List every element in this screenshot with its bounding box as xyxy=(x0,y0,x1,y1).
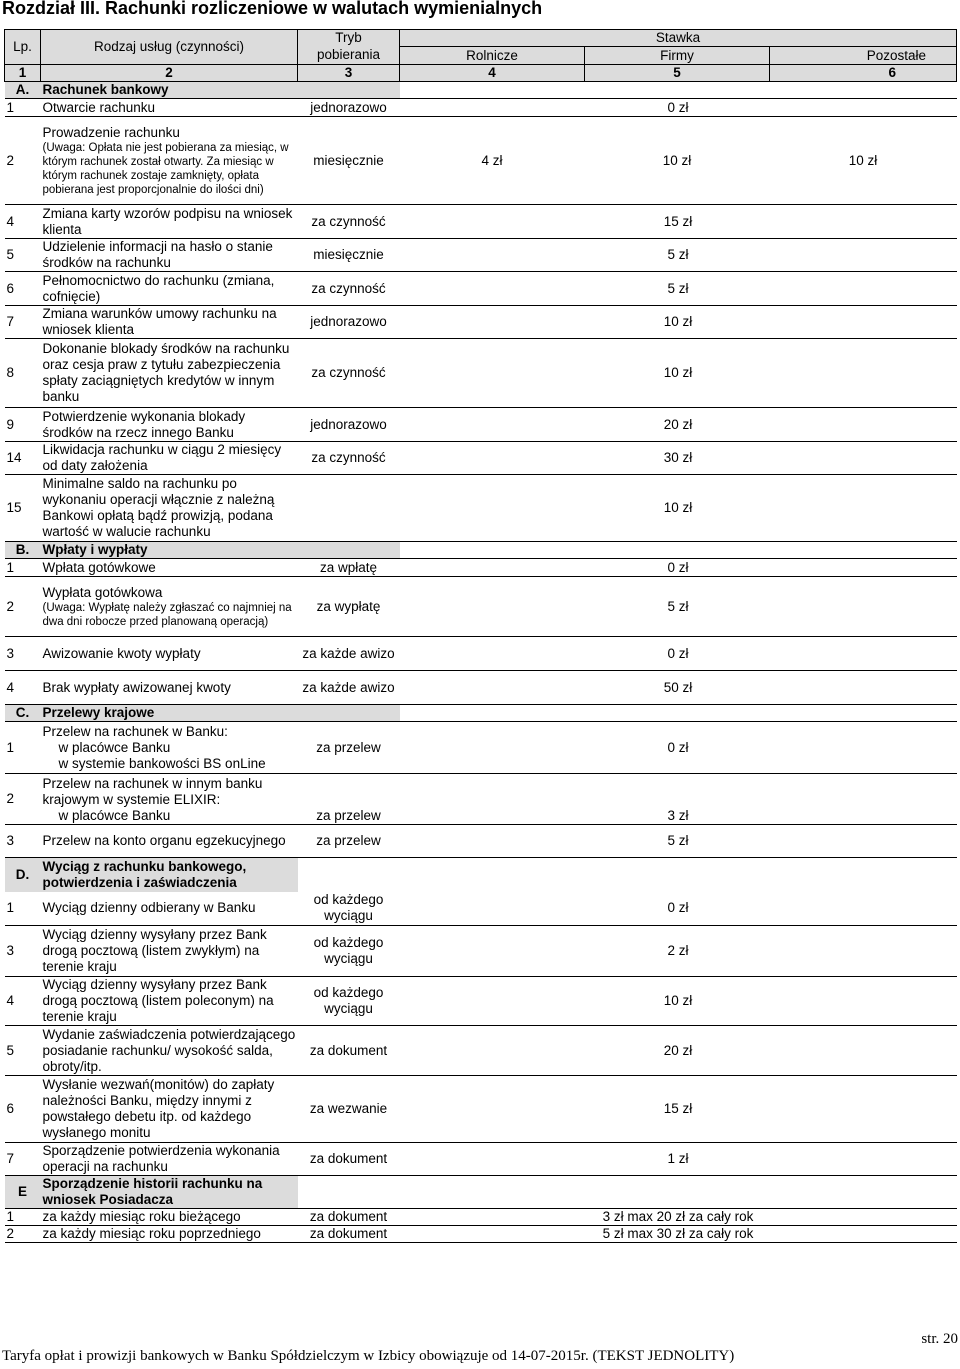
colnum-6: 6 xyxy=(770,65,957,82)
header-farmers: Rolnicze xyxy=(400,47,585,65)
header-mode-line1: Tryb xyxy=(298,30,400,47)
row-rate: 3 zł xyxy=(400,774,957,825)
row-lp: 5 xyxy=(5,1026,41,1076)
table-row xyxy=(5,671,957,705)
row-service: Pełnomocnictwo do rachunku (zmiana, cofnięcie) xyxy=(41,272,298,306)
colnum-3: 3 xyxy=(298,65,400,82)
section-name: Sporządzenie historii rachunku na wniosek Posiadacza xyxy=(41,1176,298,1209)
row-lp: 2 xyxy=(5,577,41,637)
row-service: Dokonanie blokady środków na rachunku oraz cesja praw z tytułu zabezpieczenia spłaty zaciągniętych kredytów w innym banku xyxy=(41,339,298,408)
row-service: Wyciąg dzienny wysyłany przez Bank drogą pocztową (listem zwykłym) na terenie kraju xyxy=(41,926,298,977)
row-rate: 20 zł xyxy=(400,1026,957,1076)
page-footer: Taryfa opłat i prowizji bankowych w Banku Spółdzielczym w Izbicy obowiązuje od 14-07-2015r. (TEKST JEDNOLITY) xyxy=(2,1348,735,1364)
row-mode: za wypłatę xyxy=(298,577,400,637)
row-service: Wpłata gotówkowe xyxy=(41,559,298,577)
row-mode: za przelew xyxy=(298,825,400,858)
colnum-4: 4 xyxy=(400,65,585,82)
table-row xyxy=(5,825,957,858)
row-lp: 9 xyxy=(5,408,41,442)
row-lp: 7 xyxy=(5,306,41,339)
colnum-2: 2 xyxy=(41,65,298,82)
header-others: Pozostałe xyxy=(770,47,957,65)
row-mode: od każdego wyciągu xyxy=(298,892,400,926)
section-letter: B. xyxy=(5,542,41,559)
row-mode: za dokument xyxy=(298,1026,400,1076)
row-sub-item: w placówce Banku xyxy=(58,739,171,755)
row-mode: za dokument xyxy=(298,1143,400,1176)
table-row xyxy=(5,442,957,475)
row-service: Prowadzenie rachunku xyxy=(42,124,180,140)
row-rate: 15 zł xyxy=(400,205,957,239)
table-row xyxy=(5,722,957,774)
row-rate: 30 zł xyxy=(400,442,957,475)
row-mode: za dokument xyxy=(298,1209,400,1226)
row-lp: 14 xyxy=(5,442,41,475)
table-row xyxy=(5,1226,957,1243)
row-service: za każdy miesiąc roku bieżącego xyxy=(41,1209,298,1226)
table-row xyxy=(5,239,957,272)
row-rate: 0 zł xyxy=(400,99,957,117)
section-header-d xyxy=(5,858,957,892)
row-rate: 5 zł xyxy=(400,272,957,306)
row-service: Wyciąg dzienny odbierany w Banku xyxy=(41,892,298,926)
row-service: Zmiana warunków umowy rachunku na wniosek klienta xyxy=(41,306,298,339)
table-row xyxy=(5,977,957,1026)
table-row xyxy=(5,926,957,977)
row-mode: miesięcznie xyxy=(298,239,400,272)
row-lp: 1 xyxy=(5,99,41,117)
page-title: Rozdział III. Rachunki rozliczeniowe w walutach wymienialnych xyxy=(2,0,543,18)
row-note: (Uwaga: Wypłatę należy zgłaszać co najmniej na dwa dni robocze przed planowaną operacją) xyxy=(42,601,292,628)
header-row-1 xyxy=(5,30,957,47)
row-rate-others: 10 zł xyxy=(770,117,957,205)
tariff-table xyxy=(4,29,957,1243)
row-rate: 0 zł xyxy=(400,637,957,671)
row-mode: jednorazowo xyxy=(298,99,400,117)
row-lp: 4 xyxy=(5,977,41,1026)
row-lp: 1 xyxy=(5,559,41,577)
colnum-1: 1 xyxy=(5,65,41,82)
header-service: Rodzaj usług (czynności) xyxy=(41,30,298,65)
row-note: (Uwaga: Opłata nie jest pobierana za miesiąc, w którym rachunek został otwarty. Za miesiąc w którym rachunek zostaje zamknięty, opłata pobierana jest proporcjonalnie do ilości dni) xyxy=(42,141,289,196)
table-row xyxy=(5,1209,957,1226)
row-lp: 2 xyxy=(5,117,41,205)
row-service: Wyciąg dzienny wysyłany przez Bank drogą pocztową (listem poleconym) na terenie kraju xyxy=(41,977,298,1026)
row-rate: 10 zł xyxy=(400,977,957,1026)
row-lp: 3 xyxy=(5,825,41,858)
section-header-b xyxy=(5,542,957,559)
table-row xyxy=(5,774,957,825)
row-lp: 15 xyxy=(5,475,41,542)
row-mode: za czynność xyxy=(298,205,400,239)
column-numbers-row xyxy=(5,65,957,82)
section-name: Przelewy krajowe xyxy=(41,705,400,722)
section-letter: C. xyxy=(5,705,41,722)
row-rate: 3 zł max 20 zł za cały rok xyxy=(400,1209,957,1226)
row-service: za każdy miesiąc roku poprzedniego xyxy=(41,1226,298,1243)
header-firms: Firmy xyxy=(585,47,770,65)
row-rate: 10 zł xyxy=(400,306,957,339)
row-lp: 1 xyxy=(5,722,41,774)
table-row xyxy=(5,577,957,637)
table-row xyxy=(5,559,957,577)
row-service: Zmiana karty wzorów podpisu na wniosek klienta xyxy=(41,205,298,239)
table-row xyxy=(5,306,957,339)
row-lp: 4 xyxy=(5,205,41,239)
row-lp: 6 xyxy=(5,1076,41,1143)
row-mode: za każde awizo xyxy=(298,671,400,705)
row-service: Brak wypłaty awizowanej kwoty xyxy=(41,671,298,705)
row-mode: jednorazowo xyxy=(298,408,400,442)
row-mode: miesięcznie xyxy=(298,117,400,205)
row-mode: za czynność xyxy=(298,442,400,475)
row-service: Otwarcie rachunku xyxy=(41,99,298,117)
row-rate: 5 zł xyxy=(400,239,957,272)
row-lp: 3 xyxy=(5,926,41,977)
section-name: Wyciąg z rachunku bankowego, potwierdzenia i zaświadczenia xyxy=(41,858,298,892)
row-rate: 2 zł xyxy=(400,926,957,977)
row-rate: 10 zł xyxy=(400,339,957,408)
row-mode: za każde awizo xyxy=(298,637,400,671)
row-rate: 50 zł xyxy=(400,671,957,705)
row-mode: za wpłatę xyxy=(298,559,400,577)
section-name: Wpłaty i wypłaty xyxy=(41,542,400,559)
row-service: Wysłanie wezwań(monitów) do zapłaty należności Banku, między innymi z powstałego debetu itp. od każdego wysłanego monitu xyxy=(41,1076,298,1143)
row-lp: 1 xyxy=(5,1209,41,1226)
row-lp: 1 xyxy=(5,892,41,926)
page-number: str. 20 xyxy=(921,1331,958,1347)
row-mode: za przelew xyxy=(298,722,400,774)
header-lp: Lp. xyxy=(5,30,41,65)
row-mode: za wezwanie xyxy=(298,1076,400,1143)
table-row xyxy=(5,475,957,542)
section-letter: A. xyxy=(5,82,41,99)
colnum-5: 5 xyxy=(585,65,770,82)
row-mode: za dokument xyxy=(298,1226,400,1243)
row-sub-item: w systemie bankowości BS onLine xyxy=(58,755,266,771)
section-letter: D. xyxy=(5,858,41,892)
row-service: Wydanie zaświadczenia potwierdzającego posiadanie rachunku/ wysokość salda, obroty/itp. xyxy=(41,1026,298,1076)
row-rate: 5 zł xyxy=(400,577,957,637)
row-rate-farmers: 4 zł xyxy=(400,117,585,205)
row-rate: 20 zł xyxy=(400,408,957,442)
section-name: Rachunek bankowy xyxy=(41,82,400,99)
header-mode-line2: pobierania xyxy=(298,47,400,65)
row-mode: od każdego wyciągu xyxy=(298,977,400,1026)
table-row xyxy=(5,408,957,442)
row-service: Potwierdzenie wykonania blokady środków na rzecz innego Banku xyxy=(41,408,298,442)
row-mode: za czynność xyxy=(298,272,400,306)
row-rate: 0 zł xyxy=(400,722,957,774)
row-lp: 4 xyxy=(5,671,41,705)
table-row xyxy=(5,272,957,306)
row-rate: 0 zł xyxy=(400,559,957,577)
row-lp: 5 xyxy=(5,239,41,272)
row-service: Minimalne saldo na rachunku po wykonaniu operacji włącznie z należną Bankowi opłatą bądź prowizją, podana wartość w walucie rachunku xyxy=(41,475,298,542)
row-rate: 15 zł xyxy=(400,1076,957,1143)
table-row xyxy=(5,205,957,239)
row-service: Przelew na rachunek w innym banku krajowym w systemie ELIXIR: xyxy=(42,776,263,807)
row-lp: 2 xyxy=(5,774,41,825)
table-row xyxy=(5,892,957,926)
row-rate-firms: 10 zł xyxy=(585,117,770,205)
table-row xyxy=(5,99,957,117)
row-mode xyxy=(298,475,400,542)
row-service: Przelew na konto organu egzekucyjnego xyxy=(41,825,298,858)
section-header-a xyxy=(5,82,957,99)
table-row xyxy=(5,1143,957,1176)
row-lp: 8 xyxy=(5,339,41,408)
row-service: Likwidacja rachunku w ciągu 2 miesięcy od daty założenia xyxy=(41,442,298,475)
header-rate: Stawka xyxy=(400,30,957,47)
row-rate: 10 zł xyxy=(400,475,957,542)
table-row xyxy=(5,1076,957,1143)
row-service: Sporządzenie potwierdzenia wykonania operacji na rachunku xyxy=(41,1143,298,1176)
row-sub-item: w placówce Banku xyxy=(58,808,171,823)
row-mode: jednorazowo xyxy=(298,306,400,339)
row-lp: 3 xyxy=(5,637,41,671)
row-lp: 6 xyxy=(5,272,41,306)
row-mode: za czynność xyxy=(298,339,400,408)
row-rate: 0 zł xyxy=(400,892,957,926)
row-service: Przelew na rachunek w Banku: xyxy=(42,723,228,739)
table-row xyxy=(5,1026,957,1076)
row-service: Wypłata gotówkowa xyxy=(42,584,163,600)
row-rate: 5 zł xyxy=(400,825,957,858)
row-service: Udzielenie informacji na hasło o stanie środków na rachunku xyxy=(41,239,298,272)
row-service: Awizowanie kwoty wypłaty xyxy=(41,637,298,671)
row-lp: 2 xyxy=(5,1226,41,1243)
section-header-e xyxy=(5,1176,957,1209)
section-letter: E xyxy=(5,1176,41,1209)
table-row xyxy=(5,339,957,408)
table-row xyxy=(5,117,957,205)
row-lp: 7 xyxy=(5,1143,41,1176)
row-mode: za przelew xyxy=(298,774,400,825)
section-header-c xyxy=(5,705,957,722)
table-row xyxy=(5,637,957,671)
row-rate: 1 zł xyxy=(400,1143,957,1176)
row-mode: od każdego wyciągu xyxy=(298,926,400,977)
row-rate: 5 zł max 30 zł za cały rok xyxy=(400,1226,957,1243)
